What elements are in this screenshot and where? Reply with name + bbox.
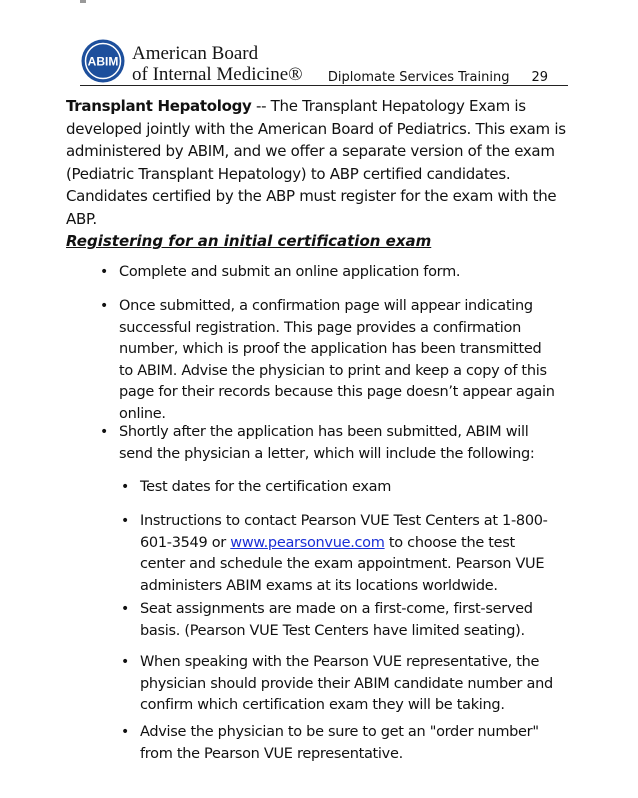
intro-lead: Transplant Hepatology [66,97,252,115]
section-heading: Registering for an initial certification exam [66,232,432,250]
document-title: Diplomate Services Training [327,70,510,85]
org-name [132,43,303,85]
sub-bullet-item-5: Advise the physician to be sure to get an "order number" from the Pearson VUE representative. [140,724,539,762]
sub-bullet-marker: • [121,601,130,617]
page-header-info [328,70,548,85]
page-corner-mark [80,0,86,3]
org-name-line2: of Internal Medicine® [132,64,303,85]
sub-bullet-item-4: When speaking with the Pearson VUE representative, the physician should provide their ABIM candidate number and confirm which certification exam they will be taking. [140,654,553,713]
sub-bullet-item-2 [140,511,560,597]
pearsonvue-link[interactable]: www.pearsonvue.com [230,534,385,551]
sub-bullet-item-3: Seat assignments are made on a first-come, first-served basis. (Pearson VUE Test Centers have limited seating). [140,601,533,639]
sub-bullet-marker: • [121,479,130,495]
sub-bullet-marker: • [121,654,130,670]
sub-bullet-marker: • [121,724,130,740]
logo-text: ABIM [87,54,119,69]
sub-bullet-item-1: Test dates for the certification exam [140,479,392,495]
bullet-marker: • [100,298,109,314]
intro-paragraph [66,95,566,230]
sub-bullet-item-2-text-a: Instructions to contact Pearson VUE Test Centers at 1-800-601-3549 or [140,513,548,551]
bullet-marker: • [100,424,109,440]
bullet-marker: • [100,264,109,280]
abim-logo [80,38,126,84]
intro-body: -- The Transplant Hepatology Exam is developed jointly with the American Board of Pediatrics. This exam is administered by ABIM, and we offer a separate version of the exam (Pediatric Transplant Hepatology) to ABP certified candidates. Candidates certified by the ABP must register for the exam with the ABP. [66,97,566,228]
bullet-item-3: Shortly after the application has been submitted, ABIM will send the physician a letter, which will include the following: [119,424,535,462]
bullet-item-1: Complete and submit an online application form. [119,264,461,280]
bullet-item-2: Once submitted, a confirmation page will appear indicating successful registration. This page provides a confirmation number, which is proof the application has been transmitted to ABIM. Advise the physician to print and keep a copy of this page for their records because this page doesn’t appear again online. [119,298,555,422]
sub-bullet-item-2-text-b: to choose the test center and schedule the exam appointment. Pearson VUE administers ABIM exams at its locations worldwide. [140,534,545,594]
org-name-line1: American Board [132,43,259,64]
sub-bullet-marker: • [121,513,130,529]
page-number: 29 [531,70,548,85]
header-rule [80,85,568,86]
